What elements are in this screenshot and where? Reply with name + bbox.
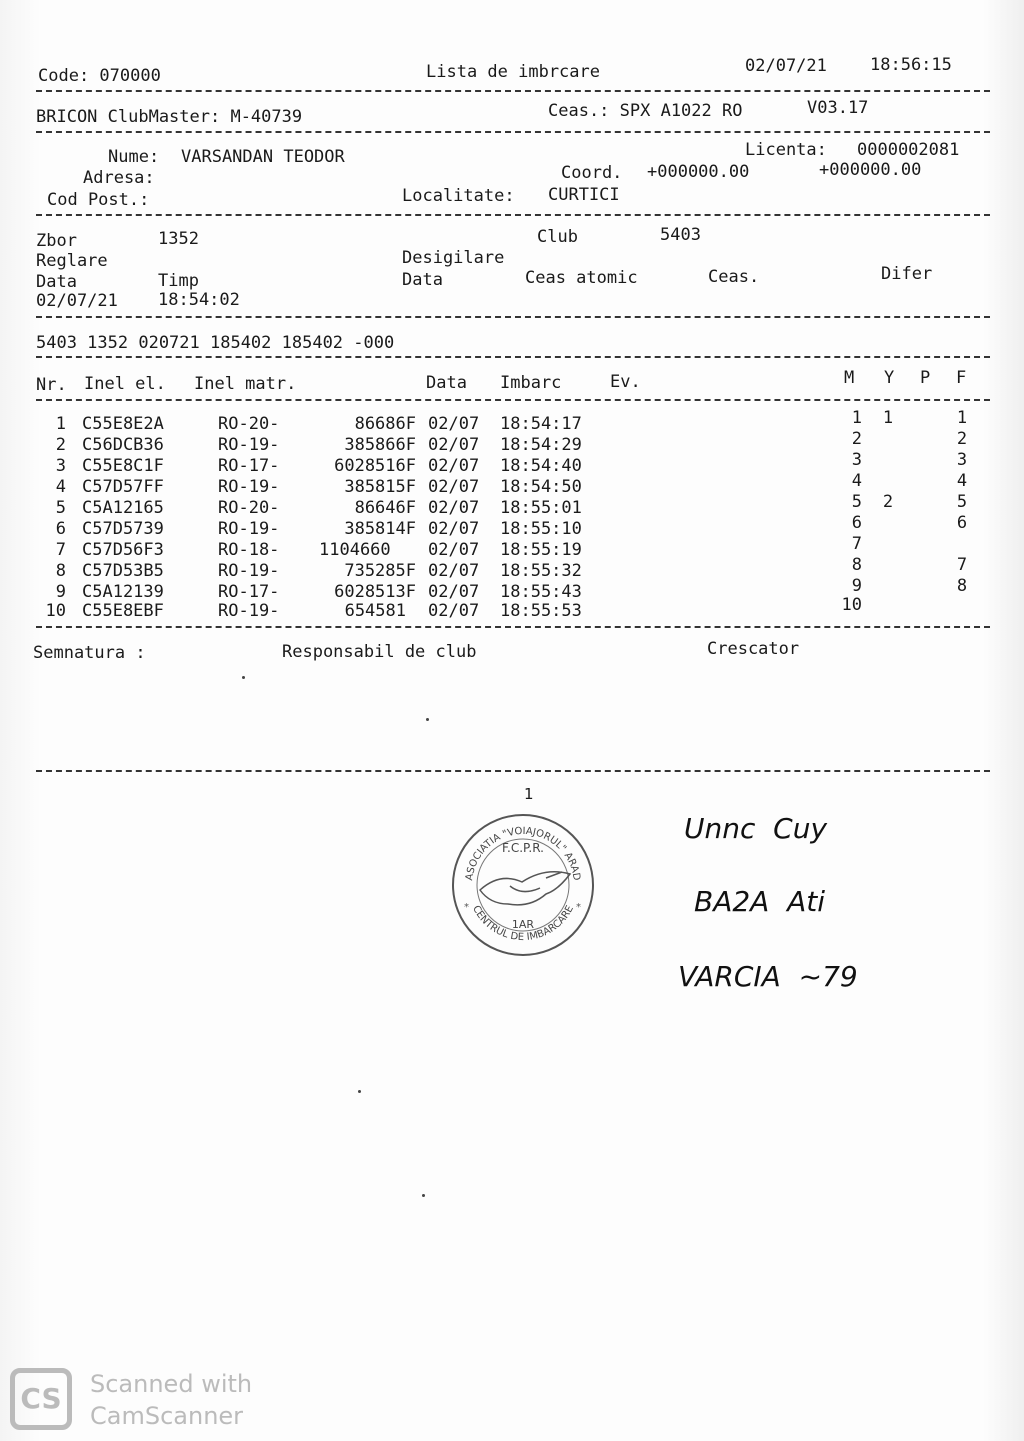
scan-speck [358, 1090, 361, 1093]
row-time: 18:55:19 [500, 540, 582, 560]
row-nr: 5 [55, 498, 66, 518]
row-inel-el: C55E8E2A [82, 414, 164, 434]
divider [36, 316, 990, 318]
row-m: 9 [851, 576, 862, 596]
row-date: 02/07 [428, 414, 480, 434]
owner-name: VARSANDAN TEODOR [181, 147, 345, 167]
row-f: 4 [956, 471, 968, 491]
address-label: Adresa: [83, 168, 155, 188]
header-date: 02/07/21 [745, 56, 827, 76]
stamp-bottom-text: CENTRUL DE IMBARCARE [470, 903, 576, 944]
col-ev: Ev. [610, 372, 641, 392]
row-date: 02/07 [428, 498, 480, 518]
svg-text:*: * [464, 902, 469, 913]
reglare-time: 18:54:02 [158, 290, 240, 310]
row-inel-el: C57D57FF [82, 477, 164, 497]
col-nr: Nr. [36, 375, 67, 395]
col-data: Data [426, 373, 467, 393]
row-inel-el: C5A12139 [82, 582, 164, 602]
row-time: 18:54:17 [500, 414, 582, 434]
name-label: Nume: [108, 147, 160, 167]
divider [36, 214, 990, 216]
row-m: 4 [851, 471, 862, 491]
row-f: 3 [956, 450, 968, 470]
row-time: 18:55:53 [500, 601, 582, 621]
summary-line: 5403 1352 020721 185402 185402 -000 [36, 333, 395, 353]
device-id: BRICON ClubMaster: M-40739 [36, 107, 303, 127]
row-inel-number: 385866F [344, 435, 416, 455]
col-f: F [956, 368, 967, 388]
divider [36, 399, 990, 401]
row-inel-prefix: RO-19- [218, 601, 280, 621]
row-inel-prefix: RO-19- [218, 519, 280, 539]
license-label: Licenta: [745, 140, 827, 160]
coord-x: +000000.00 [647, 162, 750, 182]
club-stamp [450, 812, 596, 958]
row-time: 18:55:01 [500, 498, 582, 518]
row-m: 1 [851, 408, 862, 428]
row-time: 18:55:43 [500, 582, 582, 602]
row-y: 1 [882, 408, 894, 428]
handwritten-signature-2: BA2A Ati [694, 885, 826, 918]
row-inel-el: C57D5739 [82, 519, 164, 539]
row-inel-prefix: RO-20- [218, 414, 280, 434]
row-inel-el: C56DCB36 [82, 435, 164, 455]
row-inel-el: C55E8EBF [82, 601, 164, 621]
row-date: 02/07 [428, 540, 480, 560]
row-f: 2 [956, 429, 968, 449]
row-f: 6 [956, 513, 968, 533]
stamp-code: 1AR [511, 918, 535, 931]
row-inel-el: C5A12165 [82, 498, 164, 518]
row-f: 5 [956, 492, 968, 512]
locality-label: Localitate: [402, 186, 515, 206]
page-number: 1 [524, 785, 534, 803]
row-inel-prefix: RO-19- [218, 477, 280, 497]
row-inel-number: 86686F [354, 414, 416, 434]
ceas-label: Ceas. [708, 267, 760, 287]
col-inel-matr: Inel matr. [194, 374, 297, 394]
svg-text:*: * [576, 902, 581, 913]
row-nr: 7 [55, 540, 66, 560]
row-date: 02/07 [428, 601, 480, 621]
row-m: 6 [851, 513, 862, 533]
row-inel-number: 735285F [344, 561, 416, 581]
col-imbarc: Imbarc [500, 373, 562, 393]
signature-label: Semnatura : [33, 643, 146, 663]
row-date: 02/07 [428, 561, 480, 581]
divider [36, 626, 990, 628]
clock-version: V03.17 [807, 98, 869, 118]
row-time: 18:54:50 [500, 477, 582, 497]
watermark-line1: Scanned with [90, 1370, 253, 1398]
divider [36, 131, 990, 133]
table-row [36, 595, 986, 622]
reglare-date: 02/07/21 [36, 291, 118, 311]
coord-label: Coord. [561, 163, 623, 183]
document-title: Lista de imbrcare [426, 62, 600, 82]
license-number: 0000002081 [857, 140, 960, 160]
coord-y: +000000.00 [819, 160, 922, 180]
row-nr: 6 [55, 519, 66, 539]
watermark-line2: CamScanner [90, 1402, 244, 1430]
col-p: P [920, 368, 931, 388]
header-time: 18:56:15 [870, 55, 952, 75]
row-date: 02/07 [428, 456, 480, 476]
row-inel-prefix: RO-20- [218, 498, 280, 518]
clock-id: Ceas.: SPX A1022 RO [548, 101, 743, 121]
row-f: 8 [956, 576, 968, 596]
row-inel-prefix: RO-19- [218, 561, 280, 581]
row-m: 2 [851, 429, 862, 449]
row-date: 02/07 [428, 435, 480, 455]
zbor-value: 1352 [158, 229, 199, 249]
locality-value: CURTICI [548, 185, 620, 205]
row-inel-el: C57D56F3 [82, 540, 164, 560]
scan-speck [426, 718, 429, 721]
handwritten-signature-3: VARCIA ~79 [678, 960, 858, 993]
row-inel-prefix: RO-17- [218, 456, 280, 476]
row-m: 8 [851, 555, 862, 575]
ceas-atomic-label: Ceas atomic [525, 268, 638, 288]
row-inel-prefix: RO-18- [218, 540, 280, 560]
club-value: 5403 [660, 225, 701, 245]
row-m: 5 [851, 492, 862, 512]
row-inel-number: 1104660 [319, 540, 391, 560]
row-m: 3 [851, 450, 862, 470]
reglare-label: Reglare [36, 251, 108, 271]
row-nr: 3 [55, 456, 66, 476]
row-f: 7 [956, 555, 968, 575]
row-inel-number: 654581 [344, 601, 406, 621]
col-m: M [844, 368, 855, 388]
col-y: Y [884, 368, 895, 388]
row-inel-prefix: RO-19- [218, 435, 280, 455]
row-inel-el: C55E8C1F [82, 456, 164, 476]
data-label: Data [36, 272, 77, 292]
row-inel-number: 385815F [344, 477, 416, 497]
data2-label: Data [402, 270, 443, 290]
row-time: 18:55:32 [500, 561, 582, 581]
row-nr: 4 [55, 477, 66, 497]
row-nr: 8 [55, 561, 66, 581]
row-inel-number: 6028513F [334, 582, 416, 602]
row-m: 7 [851, 534, 862, 554]
camscanner-logo-icon: CS [10, 1368, 72, 1430]
club-responsible-label: Responsabil de club [282, 642, 477, 662]
stamp-center-text: F.C.P.R. [502, 841, 544, 855]
row-inel-prefix: RO-17- [218, 582, 280, 602]
row-nr: 1 [55, 414, 66, 434]
row-m: 10 [841, 595, 862, 615]
row-date: 02/07 [428, 582, 480, 602]
timp-label: Timp [158, 271, 199, 291]
divider [36, 770, 990, 772]
divider [36, 356, 990, 358]
row-nr: 2 [55, 435, 66, 455]
row-nr: 10 [45, 601, 66, 621]
row-date: 02/07 [428, 477, 480, 497]
club-label: Club [537, 227, 578, 247]
row-nr: 9 [55, 582, 66, 602]
row-time: 18:55:10 [500, 519, 582, 539]
pigeon-icon [480, 872, 570, 905]
handwritten-signature-1: Unnc Cuy [684, 812, 828, 845]
row-y: 2 [882, 492, 894, 512]
code-label: Code: 070000 [38, 66, 161, 86]
difer-label: Difer [881, 264, 933, 284]
scan-speck [422, 1194, 425, 1197]
row-time: 18:54:29 [500, 435, 582, 455]
row-f: 1 [956, 408, 968, 428]
col-inel-el: Inel el. [84, 374, 166, 394]
row-date: 02/07 [428, 519, 480, 539]
row-time: 18:54:40 [500, 456, 582, 476]
breeder-label: Crescator [707, 639, 800, 659]
divider [36, 90, 990, 92]
zbor-label: Zbor [36, 231, 77, 251]
desigilare-label: Desigilare [402, 248, 505, 268]
stamp-top-text: ASOCIATIA "VOIAJORUL" ARAD [464, 825, 582, 882]
scan-speck [242, 676, 245, 679]
row-inel-number: 86646F [354, 498, 416, 518]
row-inel-number: 385814F [344, 519, 416, 539]
postcode-label: Cod Post.: [47, 190, 150, 210]
row-inel-el: C57D53B5 [82, 561, 164, 581]
row-inel-number: 6028516F [334, 456, 416, 476]
